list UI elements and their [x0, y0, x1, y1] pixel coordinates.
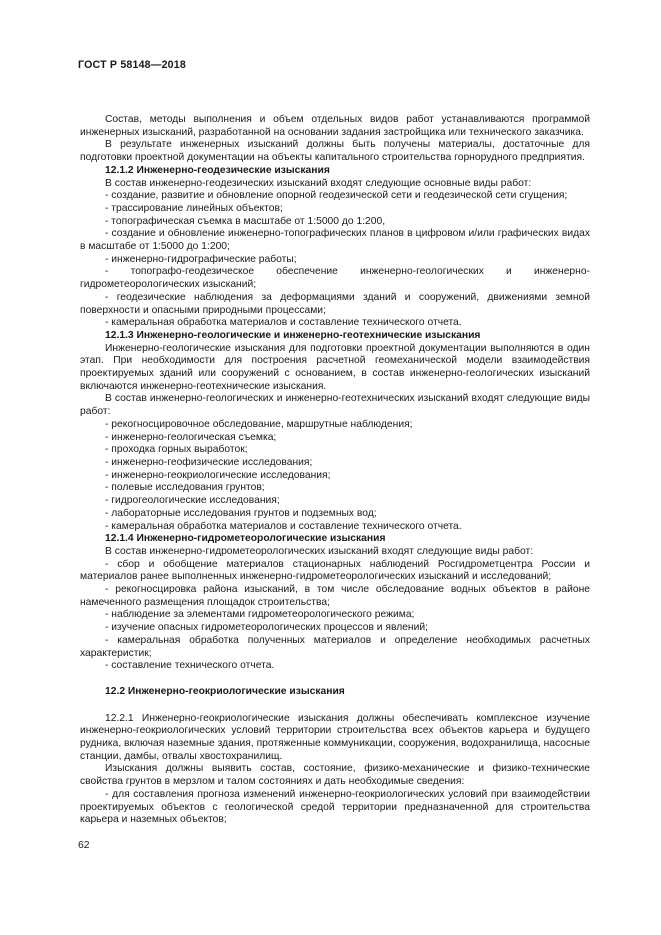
list-item: - камеральная обработка материалов и составление технического отчета.	[105, 317, 462, 329]
list-item: - топографо-геодезическое обеспечение инженерно-геологических и инженерно-гидрометеорологических изысканий;	[80, 266, 590, 291]
list-item: - составление технического отчета.	[105, 660, 275, 672]
paragraph: Инженерно-геологические изыскания для подготовки проектной документации выполняются в один этап. При необходимости для построения расчетной геомеханической модели взаимодействия проектируемых зданий или сооружений с основанием, в состав инженерно-геологических изысканий включаются инженерно-геотехнические изыскания.	[80, 342, 590, 392]
list-item: - камеральная обработка полученных материалов и определение необходимых расчетных характеристик;	[80, 634, 590, 659]
section-heading-12-1-4: 12.1.4 Инженерно-гидрометеорологические изыскания	[105, 533, 386, 545]
paragraph: Изыскания должны выявить состав, состояние, физико-механические и физико-технические свойства грунтов в мерзлом и талом состояниях и дать необходимые сведения:	[80, 763, 590, 788]
paragraph: В результате инженерных изысканий должны быть получены материалы, достаточные для подготовки проектной документации на объекты капитального строительства горнорудного предприятия.	[80, 139, 590, 164]
list-item: - инженерно-геологическая съемка;	[105, 431, 277, 443]
paragraph: Состав, методы выполнения и объем отдельных видов работ устанавливаются программой инженерных изысканий, разработанной на основании задания застройщика или технического заказчика.	[80, 114, 590, 138]
list-item: - инженерно-геокриологические исследования;	[105, 469, 331, 481]
paragraph: 12.2.1 Инженерно-геокриологические изыскания должны обеспечивать комплексное изучение инженерно-геокриологических условий территории строительства всех объектов карьера и будущего рудника, включая наземные здания, протяженные коммуникации, сооружения, водохранилища, насосные станции, дамбы, отвалы хвостохранилищ.	[80, 712, 590, 762]
list-item: - проходка горных выработок;	[105, 444, 248, 456]
document-body	[80, 102, 590, 827]
list-item: - лабораторные исследования грунтов и подземных вод;	[105, 507, 377, 519]
page-number: 62	[78, 840, 90, 851]
paragraph: В состав инженерно-геологических и инженерно-геотехнических изысканий входят следующие виды работ:	[80, 393, 590, 418]
list-item: - создание и обновление инженерно-топографических планов в цифровом и/или графических видах в масштабе от 1:5000 до 1:200;	[80, 228, 590, 253]
list-item: - изучение опасных гидрометеорологических процессов и явлений;	[105, 622, 428, 634]
list-item: - полевые исследования грунтов;	[105, 482, 265, 494]
list-item: - геодезические наблюдения за деформациями зданий и сооружений, движениями земной поверхности и опасными природными процессами;	[80, 291, 590, 316]
section-heading-12-2: 12.2 Инженерно-геокриологические изыскания	[105, 685, 345, 697]
list-item: - гидрогеологические исследования;	[105, 495, 280, 507]
list-item: - создание, развитие и обновление опорной геодезической сети и геодезической сети сгущения;	[105, 190, 568, 202]
list-item: - трассирование линейных объектов;	[105, 202, 283, 214]
document-header: ГОСТ Р 58148—2018	[78, 59, 186, 71]
list-item: - топографическая съемка в масштабе от 1:5000 до 1:200,	[105, 215, 386, 227]
list-item: - наблюдение за элементами гидрометеорологического режима;	[105, 609, 415, 621]
list-item: - камеральная обработка материалов и составление технического отчета.	[105, 520, 462, 532]
list-item: - рекогносцировочное обследование, маршрутные наблюдения;	[105, 418, 413, 430]
section-heading-12-1-2: 12.1.2 Инженерно-геодезические изыскания	[105, 164, 330, 176]
paragraph: В состав инженерно-геодезических изысканий входят следующие основные виды работ:	[105, 177, 532, 189]
paragraph: В состав инженерно-гидрометеорологических изысканий входят следующие виды работ:	[105, 545, 534, 557]
list-item: - рекогносцировка района изысканий, в том числе обследование водных объектов в районе намеченного размещения площадок строительства;	[80, 584, 590, 608]
section-heading-12-1-3: 12.1.3 Инженерно-геологические и инженерно-геотехнические изыскания	[105, 329, 481, 341]
list-item: - инженерно-гидрографические работы;	[105, 253, 297, 265]
list-item: - для составления прогноза изменений инженерно-геокриологических условий при взаимодействии проектируемых объектов с геологической средой территории предназначенной для строительства карьера и наземных объектов;	[80, 788, 590, 826]
list-item: - инженерно-геофизические исследования;	[105, 456, 313, 468]
list-item: - сбор и обобщение материалов стационарных наблюдений Росгидрометцентра России и материалов ранее выполненных инженерно-гидрометеорологических изысканий и исследований;	[80, 558, 590, 583]
